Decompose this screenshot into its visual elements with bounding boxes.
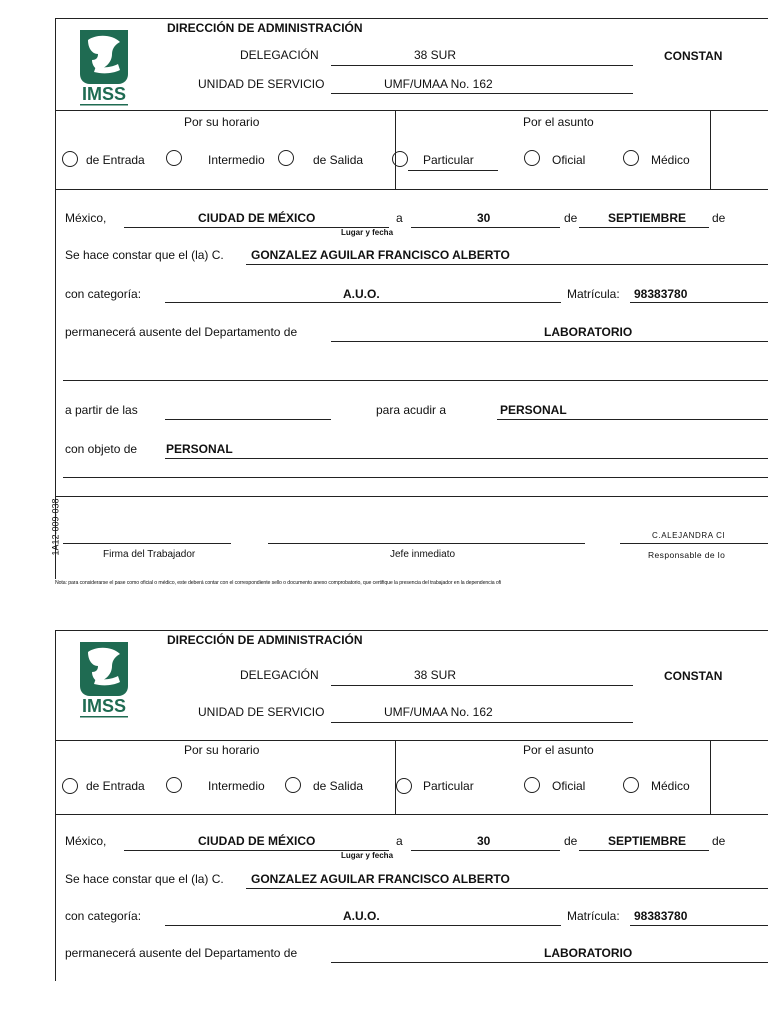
ausente-label: permanecerá ausente del Departamento de	[65, 325, 298, 339]
lugar-fecha: Lugar y fecha	[341, 228, 394, 237]
pase-form-1	[0, 18, 768, 578]
month-value: SEPTIEMBRE	[608, 834, 687, 848]
radio-entrada[interactable]	[62, 151, 78, 167]
logo-text: IMSS	[81, 84, 127, 104]
radio-oficial[interactable]	[524, 150, 540, 166]
horario-heading: Por su horario	[184, 115, 260, 129]
de-label: de	[564, 211, 578, 225]
label-salida: de Salida	[313, 153, 364, 167]
de-label-2: de	[712, 211, 726, 225]
unidad-value: UMF/UMAA No. 162	[384, 77, 493, 91]
a-label: a	[396, 834, 403, 848]
constancia-label: CONSTAN	[664, 669, 723, 683]
matricula-label: Matrícula:	[567, 287, 620, 301]
unidad-label: UNIDAD DE SERVICIO	[198, 77, 325, 91]
matricula-label: Matrícula:	[567, 909, 620, 923]
label-intermedio: Intermedio	[208, 153, 265, 167]
radio-oficial[interactable]	[524, 777, 540, 793]
radio-particular[interactable]	[392, 151, 408, 167]
acudir-value: PERSONAL	[500, 403, 567, 417]
unidad-label: UNIDAD DE SERVICIO	[198, 705, 325, 719]
categoria-label: con categoría:	[65, 909, 142, 923]
label-particular: Particular	[423, 779, 474, 793]
asunto-heading: Por el asunto	[523, 115, 594, 129]
label-particular: Particular	[423, 153, 474, 167]
radio-entrada[interactable]	[62, 778, 78, 794]
jefe-inmediato: Jefe inmediato	[390, 549, 456, 560]
delegacion-value: 38 SUR	[414, 48, 457, 62]
radio-intermedio[interactable]	[166, 150, 182, 166]
pase-form-2	[0, 630, 768, 1024]
ausente-label: permanecerá ausente del Departamento de	[65, 946, 298, 960]
matricula-value: 98383780	[634, 287, 688, 301]
radio-intermedio[interactable]	[166, 777, 182, 793]
city-value: CIUDAD DE MÉXICO	[198, 211, 316, 225]
unidad-value: UMF/UMAA No. 162	[384, 705, 493, 719]
de-label: de	[564, 834, 578, 848]
label-medico: Médico	[651, 153, 690, 167]
categoria-label: con categoría:	[65, 287, 142, 301]
day-value: 30	[477, 834, 491, 848]
lugar-fecha: Lugar y fecha	[341, 851, 394, 860]
departamento-value: LABORATORIO	[544, 325, 633, 339]
radio-particular[interactable]	[396, 778, 412, 794]
radio-salida[interactable]	[285, 777, 301, 793]
label-entrada: de Entrada	[86, 153, 145, 167]
footnote: Nota: para considerarse el pase como oficial o médico, este deberá contar con el correspondiente sello o documento anexo comprobatorio, que certifique la presencia del trabajador en la dependencia ofi	[55, 580, 502, 586]
name-value: GONZALEZ AGUILAR FRANCISCO ALBERTO	[251, 248, 510, 262]
radio-salida[interactable]	[278, 150, 294, 166]
imss-logo	[74, 638, 134, 720]
delegacion-label: DELEGACIÓN	[240, 668, 319, 682]
header-title: DIRECCIÓN DE ADMINISTRACIÓN	[167, 21, 363, 35]
day-value: 30	[477, 211, 491, 225]
name-value: GONZALEZ AGUILAR FRANCISCO ALBERTO	[251, 872, 510, 886]
label-medico: Médico	[651, 779, 690, 793]
delegacion-value: 38 SUR	[414, 668, 457, 682]
responsable-name: C.ALEJANDRA CI	[652, 531, 726, 540]
asunto-heading: Por el asunto	[523, 743, 594, 757]
form-border	[55, 630, 768, 981]
objeto-label: con objeto de	[65, 442, 138, 456]
city-value: CIUDAD DE MÉXICO	[198, 834, 316, 848]
constar-label: Se hace constar que el (la) C.	[65, 248, 224, 262]
radio-medico[interactable]	[623, 150, 639, 166]
partir-label: a partir de las	[65, 403, 138, 417]
firma-trabajador: Firma del Trabajador	[103, 549, 196, 560]
radio-medico[interactable]	[623, 777, 639, 793]
logo-text: IMSS	[81, 696, 127, 716]
label-salida: de Salida	[313, 779, 364, 793]
horario-heading: Por su horario	[184, 743, 260, 757]
label-entrada: de Entrada	[86, 779, 145, 793]
departamento-value: LABORATORIO	[544, 946, 633, 960]
categoria-value: A.U.O.	[343, 287, 380, 301]
form-code: 1A12-009-038	[50, 498, 61, 556]
responsable-label: Responsable de lo	[648, 550, 726, 560]
mexico-label: México,	[65, 211, 107, 225]
label-oficial: Oficial	[552, 153, 586, 167]
matricula-value: 98383780	[634, 909, 688, 923]
categoria-value: A.U.O.	[343, 909, 380, 923]
de-label-2: de	[712, 834, 726, 848]
imss-logo	[74, 26, 134, 108]
label-oficial: Oficial	[552, 779, 586, 793]
header-title: DIRECCIÓN DE ADMINISTRACIÓN	[167, 633, 363, 647]
a-label: a	[396, 211, 403, 225]
objeto-value: PERSONAL	[166, 442, 233, 456]
mexico-label: México,	[65, 834, 107, 848]
constancia-label: CONSTAN	[664, 49, 723, 63]
delegacion-label: DELEGACIÓN	[240, 48, 319, 62]
label-intermedio: Intermedio	[208, 779, 265, 793]
month-value: SEPTIEMBRE	[608, 211, 687, 225]
constar-label: Se hace constar que el (la) C.	[65, 872, 224, 886]
acudir-label: para acudir a	[376, 403, 447, 417]
